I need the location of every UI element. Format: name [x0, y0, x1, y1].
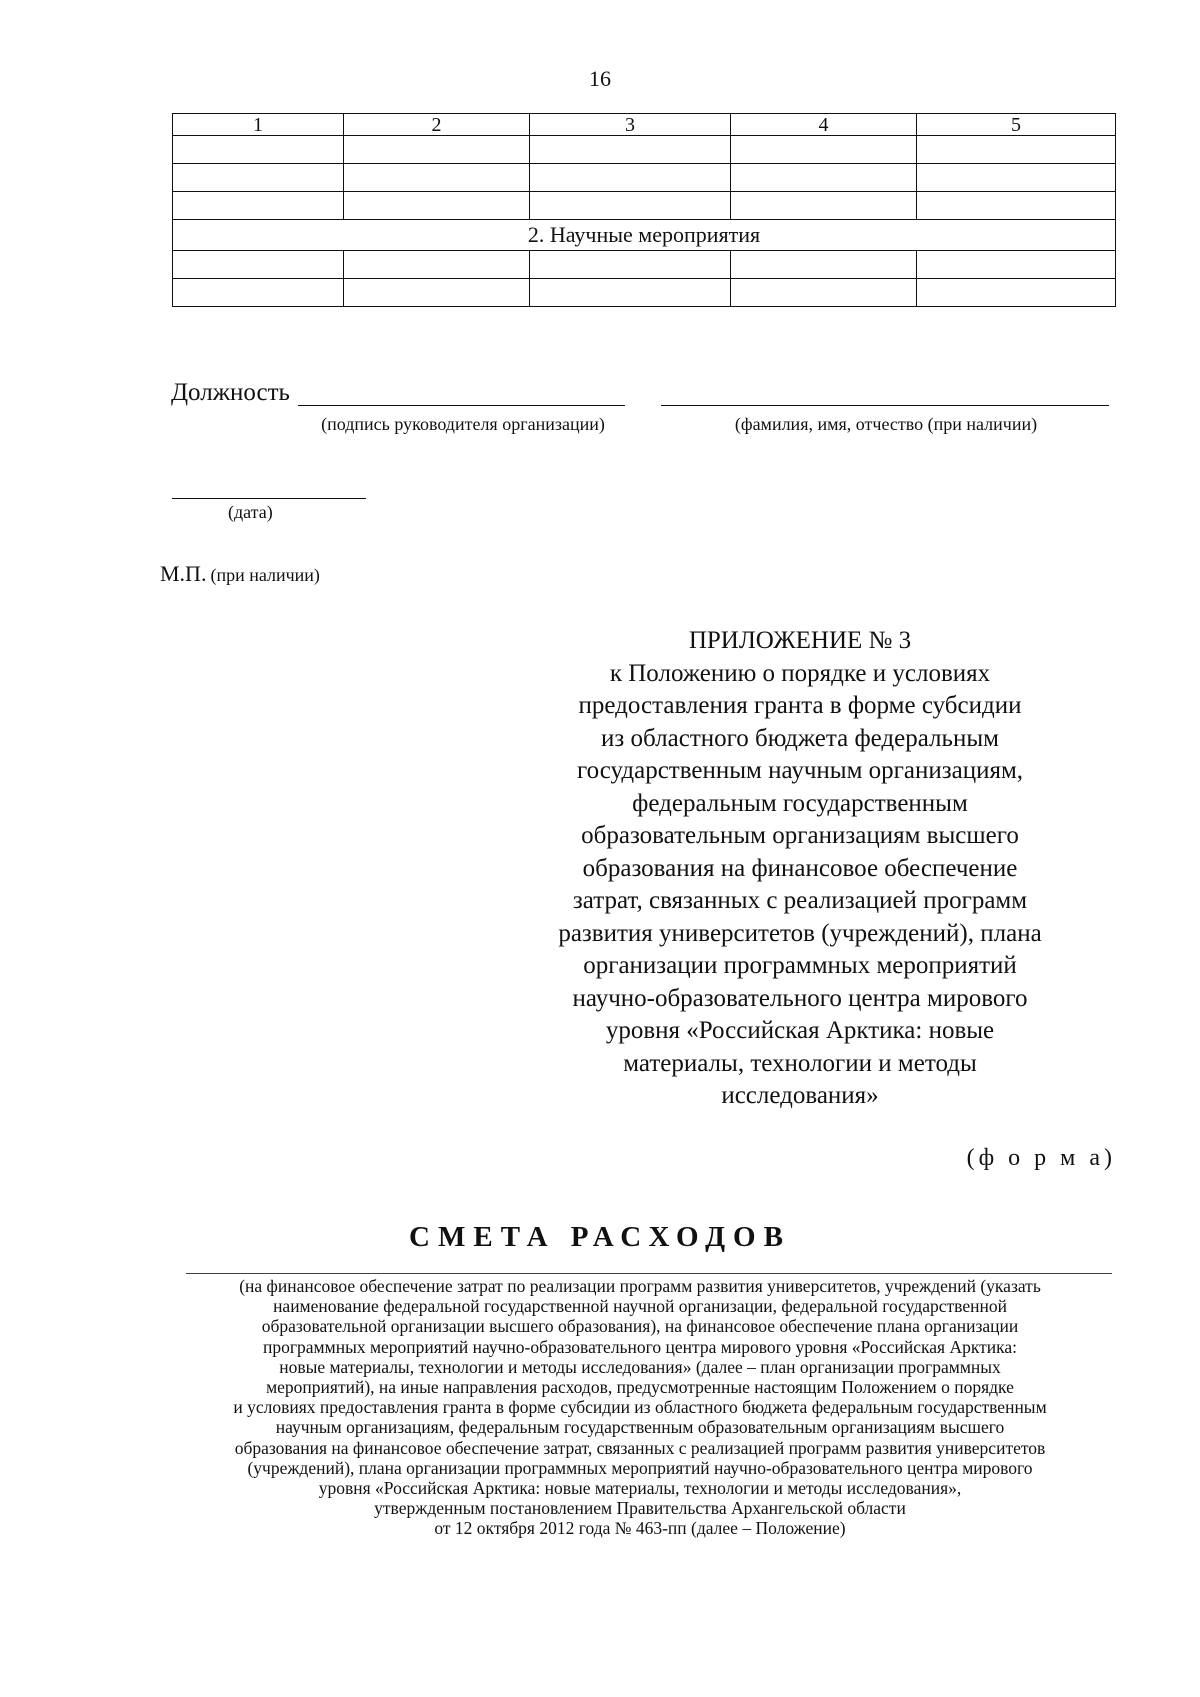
column-number: 4: [731, 114, 917, 136]
date-line: [172, 498, 366, 499]
signature-caption: (подпись руководителя организации): [321, 414, 605, 434]
column-number: 5: [917, 114, 1116, 136]
appendix-line: уровня «Российская Арктика: новые: [605, 1017, 995, 1044]
name-caption: (фамилия, имя, отчество (при наличии): [734, 414, 1038, 434]
table-cell: [173, 164, 344, 192]
stamp-note: (при наличии): [210, 565, 320, 585]
table-cell: [173, 279, 344, 307]
table-header-row: [173, 114, 1116, 136]
table-cell: [530, 136, 731, 164]
table-cell: [173, 251, 344, 279]
appendix-heading: [550, 625, 1050, 1113]
expense-table: [172, 113, 1116, 307]
table-section-row: [173, 220, 1116, 251]
appendix-line: образования на финансовое обеспечение: [582, 854, 1018, 882]
subtitle-line: мероприятий), на иные направления расходов, предусмотренные настоящим Положением о порядке: [266, 1377, 1014, 1398]
table-cell: [173, 136, 344, 164]
appendix-line: затрат, связанных с реализацией программ: [572, 887, 1028, 914]
appendix-line: к Положению о порядке и условиях: [609, 659, 991, 687]
table-cell: [917, 251, 1116, 279]
table-cell: [344, 251, 530, 279]
document-subtitle: [160, 1276, 1120, 1539]
date-caption: (дата): [228, 502, 273, 522]
section-title: 2. Научные мероприятия: [173, 220, 1116, 251]
table-cell: [344, 279, 530, 307]
subtitle-line: образовательной организации высшего образования), на финансовое обеспечение плана организации: [261, 1316, 1019, 1337]
table-row: [173, 136, 1116, 164]
table-cell: [344, 192, 530, 220]
subtitle-line: программных мероприятий научно-образовательного центра мирового уровня «Российская Арктика:: [263, 1336, 1017, 1357]
subtitle-line: (учреждений), плана организации программных мероприятий научно-образовательного центра мирового: [247, 1457, 1033, 1478]
appendix-line: из областного бюджета федеральным: [601, 724, 999, 752]
appendix-title: ПРИЛОЖЕНИЕ № 3: [688, 627, 912, 654]
table-row: [173, 164, 1116, 192]
appendix-line: государственным научным организациям,: [576, 757, 1024, 784]
appendix-line: исследования»: [721, 1082, 879, 1109]
appendix-line: материалы, технологии и методы: [623, 1049, 977, 1077]
table-cell: [530, 279, 731, 307]
table-cell: [530, 192, 731, 220]
column-number: 3: [530, 114, 731, 136]
subtitle-line: наименование федеральной государственной научной организации, федеральной государственной: [273, 1296, 1007, 1317]
table-cell: [530, 251, 731, 279]
table-cell: [917, 192, 1116, 220]
page-number: 16: [589, 66, 611, 91]
appendix-line: образовательным организациям высшего: [581, 822, 1019, 849]
subtitle-line: от 12 октября 2012 года № 463-пп (далее – Положение): [434, 1518, 846, 1539]
table-cell: [731, 251, 917, 279]
table-cell: [344, 164, 530, 192]
table-cell: [530, 164, 731, 192]
table-cell: [731, 136, 917, 164]
document-title: СМЕТА РАСХОДОВ: [409, 1221, 791, 1253]
title-rule: [186, 1273, 1112, 1274]
table-cell: [344, 136, 530, 164]
table-cell: [917, 164, 1116, 192]
subtitle-line: уровня «Российская Арктика: новые материалы, технологии и методы исследования»,: [318, 1478, 962, 1499]
subtitle-line: научным организациям, федеральным государственным образовательным организациям высшего: [275, 1417, 1005, 1438]
signature-line: [298, 405, 625, 406]
subtitle-line: (на финансовое обеспечение затрат по реализации программ развития университетов, учреждений (указать: [239, 1276, 1041, 1296]
table-row: [173, 251, 1116, 279]
table-row: [173, 192, 1116, 220]
appendix-line: развития университетов (учреждений), плана: [558, 919, 1042, 947]
appendix-line: предоставления гранта в форме субсидии: [578, 692, 1022, 719]
stamp-label: М.П.: [160, 561, 207, 586]
position-label: Должность: [171, 379, 290, 406]
name-line: [661, 405, 1109, 406]
appendix-line: организации программных мероприятий: [583, 952, 1017, 979]
table-cell: [917, 136, 1116, 164]
table-cell: [731, 192, 917, 220]
form-label: (ф о р м а): [966, 1145, 1116, 1171]
column-number: 2: [344, 114, 530, 136]
table-cell: [173, 192, 344, 220]
stamp-placeholder: [160, 561, 320, 587]
table-cell: [731, 164, 917, 192]
subtitle-line: новые материалы, технологии и методы исследования» (далее – план организации программных: [279, 1356, 1001, 1377]
table-cell: [731, 279, 917, 307]
table-row: [173, 279, 1116, 307]
appendix-line: научно-образовательного центра мирового: [572, 984, 1028, 1012]
subtitle-line: образования на финансовое обеспечение затрат, связанных с реализацией программ развития университетов: [234, 1437, 1046, 1458]
table-cell: [917, 279, 1116, 307]
subtitle-line: и условиях предоставления гранта в форме субсидии из областного бюджета федеральным государственным: [233, 1397, 1047, 1418]
subtitle-line: утвержденным постановлением Правительства Архангельской области: [374, 1498, 906, 1519]
appendix-line: федеральным государственным: [632, 789, 968, 817]
column-number: 1: [173, 114, 344, 136]
